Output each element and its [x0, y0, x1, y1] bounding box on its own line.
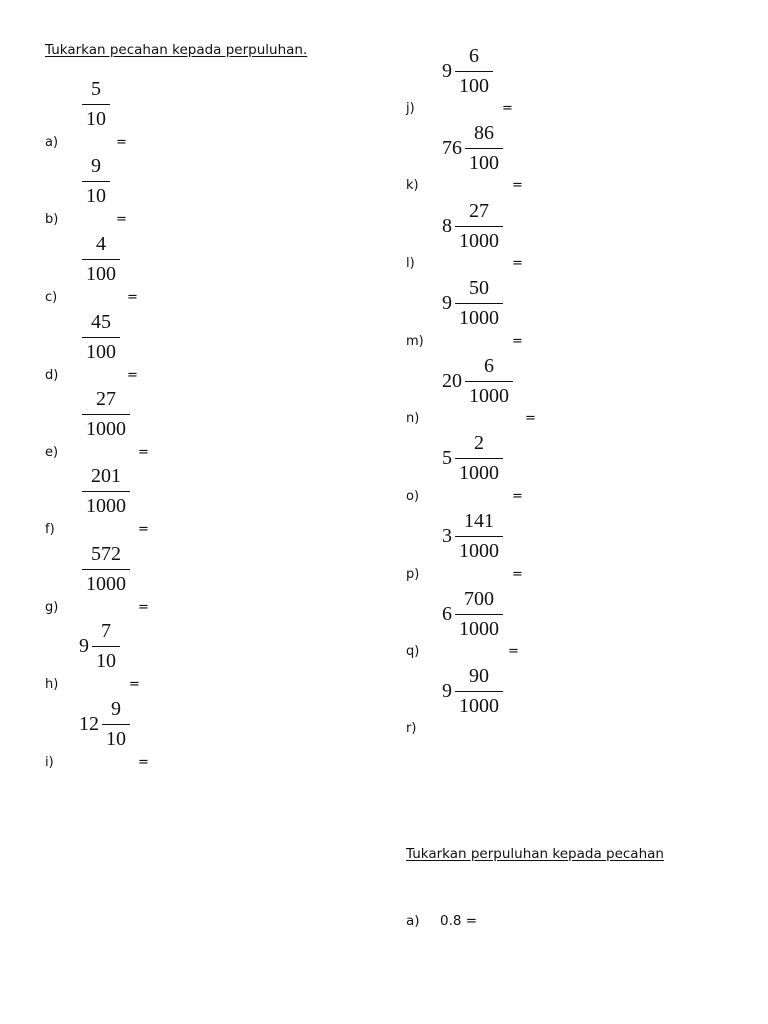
fraction-denominator: 1000 — [455, 303, 503, 328]
equals-sign: = — [127, 368, 138, 383]
fraction-d — [79, 312, 120, 362]
fraction-m — [442, 278, 503, 328]
fraction-numerator: 4 — [96, 233, 106, 255]
fraction-f — [79, 466, 130, 516]
fraction-whole: 9 — [442, 60, 452, 82]
fraction-numerator: 572 — [91, 543, 121, 565]
equals-sign: = — [512, 567, 523, 582]
fraction-denominator: 100 — [465, 148, 503, 173]
fraction-denominator: 100 — [455, 71, 493, 96]
equals-sign: = — [129, 677, 140, 692]
fraction-a — [79, 79, 110, 129]
fraction-denominator: 10 — [82, 104, 110, 129]
equals-sign: = — [502, 101, 513, 116]
fraction-whole: 5 — [442, 447, 452, 469]
equals-sign: = — [138, 445, 149, 460]
fraction-c — [79, 234, 120, 284]
fraction-whole: 12 — [79, 713, 99, 735]
fraction-denominator: 1000 — [82, 491, 130, 516]
item-label-d: d) — [45, 368, 59, 383]
fraction-numerator: 27 — [469, 200, 489, 222]
fraction-p — [442, 511, 503, 561]
fraction-b — [79, 156, 110, 206]
fraction-numerator: 45 — [91, 311, 111, 333]
equals-sign: = — [512, 489, 523, 504]
fraction-numerator: 27 — [96, 388, 116, 410]
item-label-n: n) — [406, 411, 420, 426]
fraction-n — [442, 356, 513, 406]
item-label-a: a) — [45, 135, 59, 150]
fraction-g — [79, 544, 130, 594]
equals-sign: = — [138, 522, 149, 537]
fraction-denominator: 10 — [82, 181, 110, 206]
fraction-numerator: 141 — [464, 510, 494, 532]
equals-sign: = — [512, 334, 523, 349]
item-label-o: o) — [406, 489, 420, 504]
fraction-numerator: 5 — [91, 78, 101, 100]
fraction-denominator: 1000 — [455, 458, 503, 483]
fraction-whole: 9 — [442, 680, 452, 702]
fraction-denominator: 10 — [102, 724, 130, 749]
item-label-f: f) — [45, 522, 55, 537]
item-label-l: l) — [406, 256, 415, 271]
decimal-item-a: 0.8 = — [440, 913, 478, 929]
equals-sign: = — [138, 600, 149, 615]
fraction-numerator: 7 — [101, 620, 111, 642]
item-label-p: p) — [406, 567, 420, 582]
item-label-j: j) — [406, 101, 415, 116]
fraction-denominator: 10 — [92, 646, 120, 671]
fraction-whole: 9 — [442, 292, 452, 314]
item-label-q: q) — [406, 644, 420, 659]
item-label-m: m) — [406, 334, 424, 349]
fraction-i — [79, 699, 130, 749]
equals-sign: = — [138, 755, 149, 770]
equals-sign: = — [127, 290, 138, 305]
fraction-whole: 76 — [442, 137, 462, 159]
fraction-whole: 20 — [442, 370, 462, 392]
item-label-k: k) — [406, 178, 419, 193]
item-label-b: b) — [45, 212, 59, 227]
fraction-numerator: 9 — [91, 155, 101, 177]
item-label-c: c) — [45, 290, 58, 305]
item-label-r: r) — [406, 721, 417, 736]
fraction-whole: 3 — [442, 525, 452, 547]
fraction-numerator: 6 — [484, 355, 494, 377]
item-label-g: g) — [45, 600, 59, 615]
fraction-o — [442, 433, 503, 483]
equals-sign: = — [116, 135, 127, 150]
fraction-whole: 6 — [442, 603, 452, 625]
fraction-denominator: 1000 — [465, 381, 513, 406]
decimal-item-label-a: a) — [406, 913, 420, 929]
section2-heading: Tukarkan perpuluhan kepada pecahan — [406, 846, 664, 862]
fraction-denominator: 1000 — [82, 569, 130, 594]
fraction-denominator: 1000 — [82, 414, 130, 439]
fraction-denominator: 100 — [82, 337, 120, 362]
item-label-e: e) — [45, 445, 59, 460]
fraction-numerator: 2 — [474, 432, 484, 454]
fraction-j — [442, 46, 493, 96]
item-label-i: i) — [45, 755, 54, 770]
section1-heading: Tukarkan pecahan kepada perpuluhan. — [45, 42, 308, 58]
fraction-denominator: 1000 — [455, 614, 503, 639]
fraction-numerator: 86 — [474, 122, 494, 144]
equals-sign: = — [116, 212, 127, 227]
fraction-numerator: 201 — [91, 465, 121, 487]
equals-sign: = — [508, 644, 519, 659]
fraction-numerator: 9 — [111, 698, 121, 720]
fraction-denominator: 100 — [82, 259, 120, 284]
equals-sign: = — [512, 178, 523, 193]
fraction-numerator: 90 — [469, 665, 489, 687]
fraction-h — [79, 621, 120, 671]
fraction-numerator: 700 — [464, 588, 494, 610]
fraction-whole: 8 — [442, 215, 452, 237]
fraction-numerator: 50 — [469, 277, 489, 299]
equals-sign: = — [525, 411, 536, 426]
fraction-whole: 9 — [79, 635, 89, 657]
fraction-l — [442, 201, 503, 251]
fraction-numerator: 6 — [469, 45, 479, 67]
fraction-k — [442, 123, 503, 173]
fraction-denominator: 1000 — [455, 691, 503, 716]
fraction-r — [442, 666, 503, 716]
item-label-h: h) — [45, 677, 59, 692]
fraction-denominator: 1000 — [455, 536, 503, 561]
fraction-q — [442, 589, 503, 639]
fraction-e — [79, 389, 130, 439]
fraction-denominator: 1000 — [455, 226, 503, 251]
equals-sign: = — [512, 256, 523, 271]
